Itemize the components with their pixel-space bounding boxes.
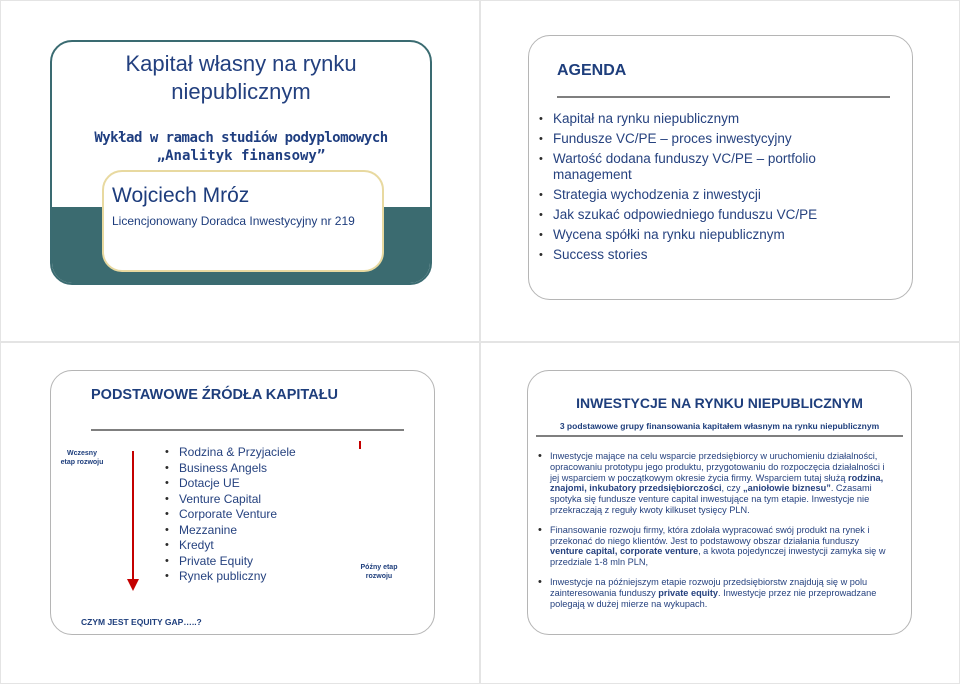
source-item: • Venture Capital [163,492,343,506]
financing-group-item [536,451,892,516]
author-credential: Licencjonowany Doradca Inwestycyjny nr 219 [112,214,355,228]
agenda-list [537,111,857,267]
p3-bold: private equity [658,587,719,598]
author-name: Wojciech Mróz [112,184,250,207]
capital-sources-slide [50,370,435,635]
source-item: • Private Equity [163,554,343,568]
p1-bold: rodzina, znajomi, inkubatory przedsiębiorczości [550,472,884,494]
title-line-1: Kapitał własny na rynku [125,51,357,76]
investments-subheading: 3 podstawowe grupy finansowania kapitałem własnym na rynku niepublicznym [559,421,880,431]
late-stage-tick [359,441,361,449]
agenda-slide [528,35,913,300]
financing-group-item [536,525,892,568]
equity-gap-question: CZYM JEST EQUITY GAP…..? [81,617,202,627]
source-item: • Kredyt [163,538,343,552]
source-item: • Dotacje UE [163,476,343,490]
p1-text: Inwestycje mające na celu wsparcie przedsiębiorcy w uruchomieniu działalności, opracowaniu prototypu jego produktu, przygotowaniu do rozpoczęcia działalności i jej wsparciem w początkowym okresie życia firmy. Wsparciem tutaj służą [550,451,885,483]
early-stage-label: Wczesny etap rozwoju [60,450,104,466]
agenda-item: • Success stories [537,247,857,263]
source-item: • Rynek publiczny [163,569,343,583]
financing-group-item [536,577,892,609]
source-item: • Rodzina & Przyjaciele [163,445,343,459]
agenda-heading: AGENDA [557,62,627,79]
agenda-item: • Fundusze VC/PE – proces inwestycyjny [537,131,857,147]
title-slide [50,40,432,285]
sources-heading: PODSTAWOWE ŹRÓDŁA KAPITAŁU [91,387,339,403]
heading-rule [91,429,404,431]
source-item: • Business Angels [163,461,343,475]
agenda-item: • Strategia wychodzenia z inwestycji [537,187,857,203]
slide-title [72,50,410,106]
heading-rule [536,435,903,437]
p3-text-2: . Inwestycje przez nie przeprowadzane polegają w dużej mierze na wykupach. [550,587,877,609]
p1-bold-2: „aniołowie biznesu” [743,483,831,494]
title-line-2: niepublicznym [171,79,311,104]
stage-arrow-line [132,451,134,583]
financing-groups-list [536,451,892,618]
p1-text-3: . Czasami spotyka się fundusze venture capital inwestujące na tym etapie. Inwestycje nie przekraczają z reguły kwoty kilkuset tysięcy PLN. [550,483,872,515]
agenda-item: • Wartość dodana funduszy VC/PE – portfolio management [537,151,857,183]
subtitle-line-2: „Analityk finansowy” [156,148,326,164]
subtitle-line-1: Wykład w ramach studiów podyplomowych [94,130,388,146]
p2-text: Finansowanie rozwoju firmy, która zdołała wypracować swój produkt na rynek i przekonać do niego klientów. Jest to podstawowy obszar działania funduszy [550,524,870,546]
late-stage-label: Późny etap rozwoju [360,564,398,580]
stage-arrow-head [127,579,139,591]
p2-text-2: , a kwota pojedynczej inwestycji zamyka się w przedziale 1-8 mln PLN, [550,546,886,568]
agenda-item: • Kapitał na rynku niepublicznym [537,111,857,127]
agenda-item: • Jak szukać odpowiedniego funduszu VC/PE [537,207,857,223]
sources-list [163,445,343,585]
heading-rule [557,96,890,98]
p1-text-2: , czy [721,483,743,494]
p2-bold: venture capital, corporate venture [550,546,699,557]
author-box [102,170,384,272]
private-market-slide [527,370,912,635]
p3-text: Inwestycje na późniejszym etapie rozwoju przedsiębiorstw znajdują się w polu zainteresowania funduszy [550,576,868,598]
source-item: • Mezzanine [163,523,343,537]
agenda-item: • Wycena spółki na rynku niepublicznym [537,227,857,243]
investments-heading: INWESTYCJE NA RYNKU NIEPUBLICZNYM [576,395,863,411]
source-item: • Corporate Venture [163,507,343,521]
